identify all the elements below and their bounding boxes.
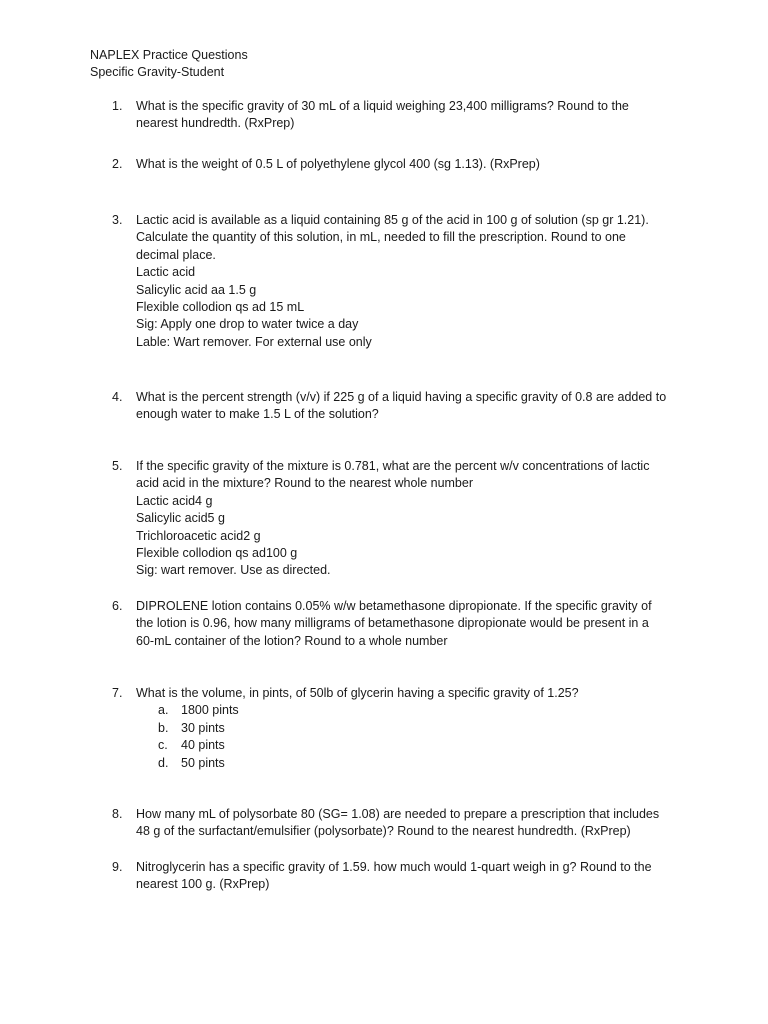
- question-line: Nitroglycerin has a specific gravity of 1.59. how much would 1-quart weigh in g? Round to the: [136, 860, 652, 874]
- question-line: 48 g of the surfactant/emulsifier (polysorbate)? Round to the nearest hundredth. (RxPrep): [136, 824, 631, 839]
- question-number: 5.: [112, 459, 123, 473]
- question-number: 2.: [112, 157, 123, 171]
- prescription-line: Trichloroacetic acid2 g: [136, 528, 261, 543]
- question-text: [136, 212, 684, 351]
- document-header: [90, 47, 248, 82]
- question-line: enough water to make 1.5 L of the solution?: [136, 407, 379, 422]
- header-subtitle: Specific Gravity-Student: [90, 65, 225, 80]
- question-text: [136, 859, 684, 894]
- question-number: 1.: [112, 99, 123, 113]
- question-number: 7.: [112, 686, 123, 700]
- question-line: What is the weight of 0.5 L of polyethylene glycol 400 (sg 1.13). (RxPrep): [136, 157, 540, 171]
- option-letter: c.: [158, 738, 168, 753]
- question-number: 3.: [112, 213, 123, 227]
- question-number: 4.: [112, 390, 123, 404]
- answer-option-d: [136, 755, 684, 772]
- question-line: Calculate the quantity of this solution, in mL, needed to fill the prescription. Round to one: [136, 230, 626, 245]
- question-line: If the specific gravity of the mixture is 0.781, what are the percent w/v concentrations of lactic: [136, 459, 650, 473]
- question-text: [136, 156, 684, 173]
- question-line: nearest hundredth. (RxPrep): [136, 116, 295, 131]
- question-line: the lotion is 0.96, how many milligrams of betamethasone dipropionate would be present in a: [136, 616, 649, 631]
- option-letter: a.: [158, 703, 169, 718]
- answer-option-c: [136, 737, 684, 754]
- question-line: acid acid in the mixture? Round to the nearest whole number: [136, 476, 473, 491]
- header-title: NAPLEX Practice Questions: [90, 48, 248, 62]
- option-text: 30 pints: [181, 720, 225, 735]
- option-letter: b.: [158, 720, 169, 735]
- question-text: [136, 389, 684, 424]
- question-line: decimal place.: [136, 247, 216, 262]
- prescription-line: Salicylic acid aa 1.5 g: [136, 282, 257, 297]
- prescription-line: Lactic acid: [136, 265, 196, 280]
- question-text: [136, 598, 684, 650]
- question-text: [136, 806, 684, 841]
- prescription-line: Flexible collodion qs ad100 g: [136, 546, 298, 561]
- question-text: [136, 458, 684, 580]
- question-text: [136, 685, 684, 772]
- question-number: 9.: [112, 860, 123, 874]
- prescription-line: Lactic acid4 g: [136, 493, 213, 508]
- option-letter: d.: [158, 755, 169, 770]
- question-text: [136, 98, 684, 133]
- question-line: What is the percent strength (v/v) if 225 g of a liquid having a specific gravity of 0.8 are added to: [136, 390, 667, 404]
- question-line: Lactic acid is available as a liquid containing 85 g of the acid in 100 g of solution (sp gr 1.21).: [136, 213, 649, 227]
- option-text: 40 pints: [181, 738, 225, 753]
- option-text: 50 pints: [181, 755, 225, 770]
- answer-option-a: [136, 702, 684, 719]
- prescription-line: Sig: Apply one drop to water twice a day: [136, 317, 359, 332]
- question-number: 8.: [112, 807, 123, 821]
- answer-option-b: [136, 720, 684, 737]
- prescription-line: Sig: wart remover. Use as directed.: [136, 563, 331, 578]
- question-line: 60-mL container of the lotion? Round to a whole number: [136, 633, 448, 648]
- question-line: What is the specific gravity of 30 mL of a liquid weighing 23,400 milligrams? Round to the: [136, 99, 629, 113]
- question-line: What is the volume, in pints, of 50lb of glycerin having a specific gravity of 1.25?: [136, 686, 579, 700]
- question-line: How many mL of polysorbate 80 (SG= 1.08) are needed to prepare a prescription that includes: [136, 807, 660, 821]
- option-text: 1800 pints: [181, 703, 239, 718]
- prescription-line: Lable: Wart remover. For external use only: [136, 334, 372, 349]
- prescription-line: Salicylic acid5 g: [136, 511, 225, 526]
- prescription-line: Flexible collodion qs ad 15 mL: [136, 300, 305, 315]
- question-line: nearest 100 g. (RxPrep): [136, 877, 270, 892]
- question-line: DIPROLENE lotion contains 0.05% w/w betamethasone dipropionate. If the specific gravity of: [136, 599, 652, 613]
- question-number: 6.: [112, 599, 123, 613]
